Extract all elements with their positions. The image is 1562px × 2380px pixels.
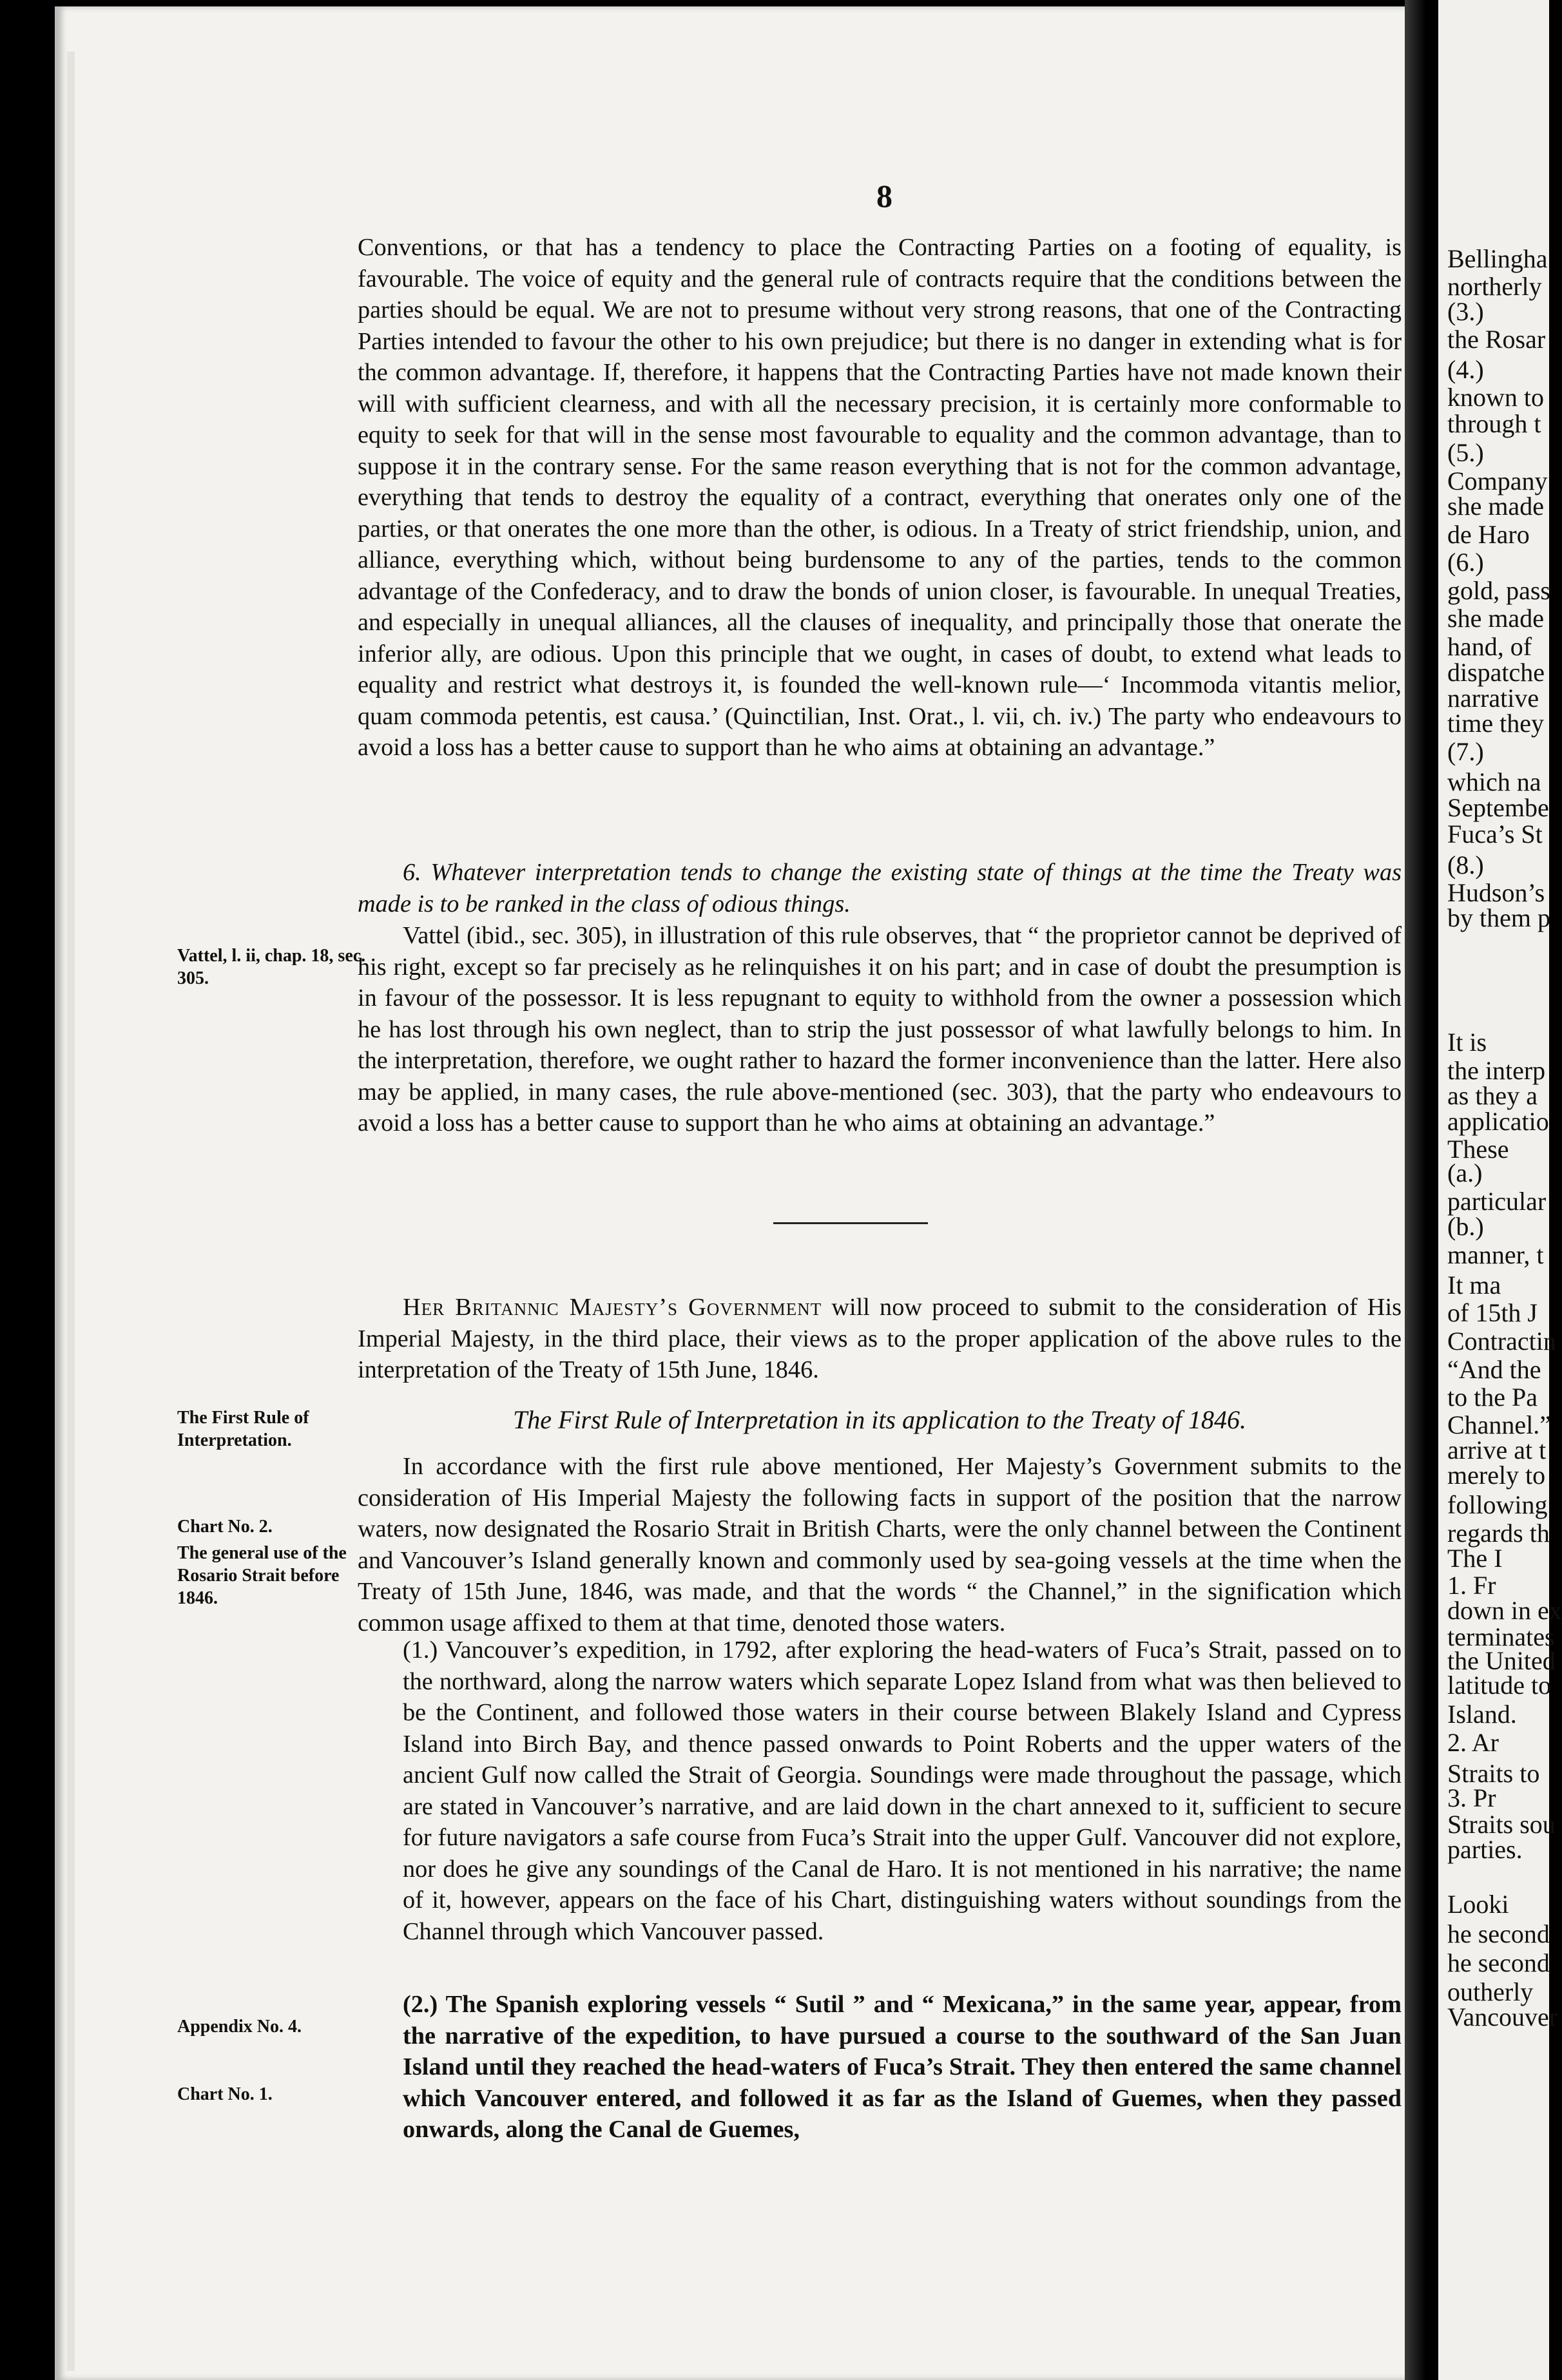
paragraph-text: Vattel (ibid., sec. 305), in illustration of this rule observes, that “ the proprietor cannot be deprived of his right, except so far precisely as he relinquishes it on his part; and in case of doubt the presumption is in favour of the possessor. It is less repugnant to equity to withhold from the owner a possession which he has lost through his own neglect, than to strip the just possessor of what lawfully belongs to him. In the interpretation, therefore, we ought rather to hazard the former inconvenience than the latter. Here also may be applied, in many cases, the rule above-mentioned (sec. 303), that the party who endeavours to avoid a loss has a better cause to support than he who aims at obtaining an advantage.”: [358, 922, 1402, 1137]
facing-line-fragment: de Haro: [1447, 520, 1530, 549]
margin-note-first-rule: The First Rule of Interpretation.: [177, 1408, 309, 1450]
facing-line-fragment: by them p: [1447, 903, 1550, 932]
facing-line-fragment: gold, pass: [1447, 576, 1550, 605]
facing-line-fragment: down in ex: [1447, 1596, 1562, 1625]
paragraph-2: [403, 1989, 1402, 2145]
facing-line-fragment: time they: [1447, 709, 1544, 738]
facing-line-fragment: applicatio: [1447, 1107, 1549, 1136]
margin-note-chart-1: Chart No. 1.: [177, 2084, 273, 2104]
facing-page: [1438, 0, 1562, 2380]
facing-line-fragment: Straits to: [1447, 1759, 1540, 1788]
facing-line-fragment: latitude to: [1447, 1671, 1552, 1700]
facing-line-fragment: parties.: [1447, 1835, 1523, 1864]
facing-line-fragment: (a.): [1447, 1158, 1483, 1187]
facing-line-fragment: terminates: [1447, 1622, 1555, 1651]
facing-line-fragment: Company: [1447, 466, 1548, 495]
facing-line-fragment: 3. Pr: [1447, 1783, 1496, 1812]
facing-line-fragment: the interp: [1447, 1056, 1546, 1085]
facing-line-fragment: It ma: [1447, 1271, 1501, 1300]
facing-line-fragment: Island.: [1447, 1700, 1517, 1729]
margin-note-vattel: Vattel, l. ii, chap. 18, sec. 305.: [177, 946, 366, 988]
facing-line-fragment: Looki: [1447, 1890, 1509, 1919]
paragraph-text: (2.) The Spanish exploring vessels “ Sutil ” and “ Mexicana,” in the same year, appear, from the narrative of the expedition, to have pursued a course to the southward of the San Juan Island until they reached the head-waters of Fuca’s Strait. They then entered the same channel which Vancouver entered, and followed it as far as the Island of Guemes, when they passed onwards, along the Canal de Guemes,: [403, 1991, 1402, 2143]
facing-line-fragment: 2. Ar: [1447, 1728, 1499, 1757]
paragraph-vattel: [358, 920, 1402, 1139]
facing-line-fragment: (5.): [1447, 438, 1484, 467]
facing-line-fragment: (4.): [1447, 355, 1484, 384]
paragraph-text: (1.) Vancouver’s expedition, in 1792, after exploring the head-waters of Fuca’s Strait, passed on to the northward, along the narrow waters which separate Lopez Island from what was then believed to be the Continent, and followed those waters in their course between Blakely Island and Cypress Island into Birch Bay, and thence passed onwards to Point Roberts and the upper waters of the ancient Gulf now called the Strait of Georgia. Soundings were made throughout the passage, which are stated in Vancouver’s narrative, and are laid down in the chart annexed to it, sufficient to secure for future navigators a safe course from Fuca’s Strait into the upper Gulf. Vancouver did not explore, nor does he give any soundings of the Canal de Haro. It is not mentioned in his narrative; the name of it, however, appears on the face of his Chart, distinguishing waters without soundings from the Channel through which Vancouver passed.: [403, 1636, 1402, 1945]
margin-note-chart-2: Chart No. 2.: [177, 1517, 273, 1537]
paragraph-hbm: [358, 1292, 1402, 1386]
facing-line-fragment: following: [1447, 1490, 1548, 1519]
facing-line-fragment: The I: [1447, 1544, 1503, 1573]
facing-line-fragment: (6.): [1447, 548, 1484, 577]
facing-line-fragment: dispatche: [1447, 658, 1545, 687]
facing-line-fragment: Contractin: [1447, 1327, 1556, 1356]
facing-line-fragment: as they a: [1447, 1081, 1538, 1110]
rule-six: [358, 857, 1402, 919]
hbm-rest: will now proceed to submit to the consideration of His Imperial Majesty, in the third place, their views as to the proper application of the above rules to the interpretation of the Treaty of 15th June, 1846.: [358, 1294, 1402, 1383]
facing-line-fragment: It is: [1447, 1028, 1487, 1057]
facing-line-fragment: hand, of: [1447, 632, 1532, 661]
facing-line-fragment: manner, t: [1447, 1240, 1544, 1269]
section-divider: [773, 1222, 928, 1224]
rule-six-text: 6. Whatever interpretation tends to change the existing state of things at the time the Treaty was made is to be ranked in the class of odious things.: [358, 859, 1402, 917]
facing-line-fragment: through t: [1447, 409, 1541, 438]
facing-line-fragment: which na: [1447, 767, 1541, 796]
facing-line-fragment: she made: [1447, 604, 1544, 633]
facing-line-fragment: (3.): [1447, 297, 1484, 326]
facing-line-fragment: particular: [1447, 1187, 1547, 1216]
facing-line-fragment: Vancouver: [1447, 2002, 1558, 2031]
page-inner-edge: [67, 52, 75, 2371]
margin-note-rosario: The general use of the Rosario Strait before 1846.: [177, 1543, 347, 1608]
paragraph-accordance: [358, 1451, 1402, 1638]
book-gutter: [1405, 0, 1440, 2380]
facing-line-fragment: 1. Fr: [1447, 1571, 1496, 1600]
facing-line-fragment: of 15th J: [1447, 1298, 1538, 1327]
facing-line-fragment: These: [1447, 1135, 1509, 1164]
facing-line-fragment: northerly: [1447, 272, 1542, 301]
facing-line-fragment: regards th: [1447, 1519, 1550, 1548]
margin-note-appendix-4: Appendix No. 4.: [177, 2017, 302, 2037]
facing-line-fragment: she made: [1447, 492, 1544, 521]
paragraph-text: Conventions, or that has a tendency to place the Contracting Parties on a footing of equality, is favourable. The voice of equity and the general rule of contracts require that the conditions between the parties should be equal. We are not to presume without very strong reasons, that one of the Contracting Parties intended to favour the other to his own prejudice; but there is no danger in extending what is for the common advantage. If, therefore, it happens that the Contracting Parties have not made known their will with sufficient clearness, and with all the necessary precision, it is certainly more conformable to equity to seek for that will in the sense most favourable to equality and the common advantage, than to suppose it in the contrary sense. For the same reason everything that is not for the common advantage, everything that tends to destroy the equality of a contract, everything that onerates only one of the parties, or that onerates the one more than the other, is odious. In a Treaty of strict friendship, union, and alliance, everything which, without being burdensome to any of the parties, tends to the common advantage of the Confederacy, and to draw the bonds of union closer, is favourable. In unequal Treaties, and especially in unequal alliances, all the clauses of inequality, and principally those that onerate the inferior ally, are odious. Upon this principle that we ought, in cases of doubt, to extend what leads to equality and restrict what destroys it, is founded the well-known rule—‘ Incommoda vitantis melior, quam commoda petentis, est causa.’ (Quinctilian, Inst. Orat., l. vii, ch. iv.) The party who endeavours to avoid a loss has a better cause to support than he who aims at obtaining an advantage.”: [358, 234, 1402, 761]
facing-line-fragment: Straits sou: [1447, 1810, 1556, 1839]
facing-line-fragment: Channel.”: [1447, 1410, 1552, 1439]
paragraph-conventions: [358, 232, 1402, 763]
facing-line-fragment: outherly: [1447, 1977, 1534, 2006]
facing-line-fragment: (8.): [1447, 850, 1484, 879]
facing-line-fragment: Hudson’s: [1447, 878, 1545, 907]
paragraph-1: [403, 1635, 1402, 1947]
facing-line-fragment: “And the: [1447, 1355, 1541, 1384]
facing-line-fragment: Bellingha: [1447, 244, 1548, 273]
facing-line-fragment: (7.): [1447, 737, 1484, 766]
facing-line-fragment: narrative: [1447, 684, 1539, 713]
paragraph-text: In accordance with the first rule above mentioned, Her Majesty’s Government submits to the consideration of His Imperial Majesty the following facts in support of the position that the narrow waters, now designated the Rosario Strait in British Charts, were the only channel between the Continent and Vancouver’s Island generally known and commonly used by sea-going vessels at the time when the Treaty of 15th June, 1846, was made, and that the words “ the Channel,” in the signification which common usage affixed to them at that time, denoted those waters.: [358, 1453, 1402, 1636]
section-heading: The First Rule of Interpretation in its application to the Treaty of 1846.: [512, 1405, 1247, 1434]
facing-line-fragment: Fuca’s St: [1447, 820, 1543, 849]
page-number: 8: [876, 178, 892, 214]
facing-line-fragment: Septembe: [1447, 793, 1549, 822]
facing-line-fragment: to the Pa: [1447, 1383, 1538, 1412]
facing-line-fragment: the United: [1447, 1646, 1556, 1675]
facing-line-fragment: arrive at t: [1447, 1435, 1547, 1464]
facing-line-fragment: merely to: [1447, 1461, 1546, 1490]
facing-line-fragment: he second: [1447, 1919, 1550, 1948]
facing-line-fragment: (b.): [1447, 1212, 1484, 1241]
facing-line-fragment: he second: [1447, 1948, 1550, 1977]
hbm-lead: Her Britannic Majesty’s Government: [403, 1294, 822, 1321]
facing-line-fragment: the Rosar: [1447, 325, 1546, 354]
facing-line-fragment: known to: [1447, 383, 1544, 412]
